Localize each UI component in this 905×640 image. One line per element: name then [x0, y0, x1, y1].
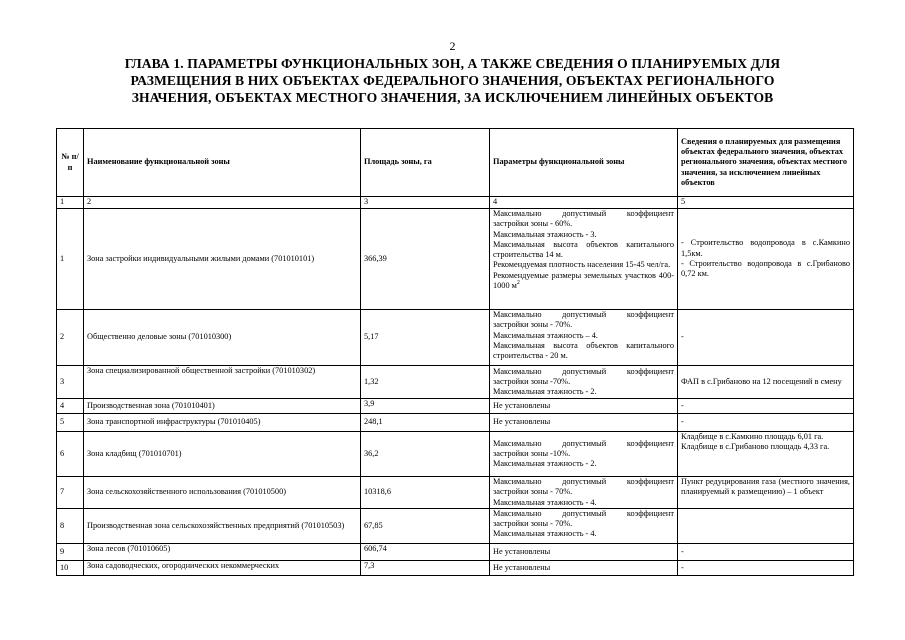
row-number: 1 [57, 209, 84, 310]
planned-objects [678, 543, 854, 560]
planned-object-line: - [681, 417, 684, 427]
row-number: 2 [57, 310, 84, 366]
zone-parameters [490, 399, 678, 414]
zone-parameters [490, 508, 678, 543]
superscript: 2 [516, 280, 520, 287]
parameter-text: Рекомендуемые размеры земельных участков 400-1000 м [493, 270, 674, 291]
parameter-line [493, 367, 674, 388]
column-index-row [57, 197, 854, 209]
table-header-row [57, 129, 854, 197]
table-row [57, 508, 854, 543]
parameter-text: Максимальная этажность - 3. [493, 229, 597, 239]
zone-area: 10318,6 [361, 477, 490, 509]
planned-object-line: - [681, 546, 684, 556]
planned-object-line: ФАП в с.Грибаново на 12 посещений в смену [681, 376, 842, 386]
zone-parameters [490, 432, 678, 477]
planned-objects [678, 399, 854, 414]
parameter-line [493, 260, 674, 270]
row-number: 9 [57, 543, 84, 560]
parameter-line [493, 240, 674, 261]
zone-parameters [490, 560, 678, 575]
zone-area: 36,2 [361, 432, 490, 477]
planned-objects [678, 560, 854, 575]
parameter-line [493, 341, 674, 362]
zone-name: Производственная зона сельскохозяйственных предприятий (701010503) [84, 508, 361, 543]
planned-objects [678, 432, 854, 477]
zone-name: Зона транспортной инфраструктуры (701010405) [84, 414, 361, 432]
header-zone-area: Площадь зоны, га [361, 129, 490, 197]
zone-parameters [490, 209, 678, 310]
parameter-line [493, 509, 674, 530]
parameter-text: Не установлены [493, 417, 551, 427]
row-number: 3 [57, 366, 84, 399]
parameter-text: Максимальная высота объектов капитального строительства - 20 м. [493, 340, 674, 361]
zone-area: 366,39 [361, 209, 490, 310]
planned-object-line: - Строительство водопровода в с.Камкино 1,5км. [681, 238, 850, 258]
zone-name: Зона кладбищ (701010701) [84, 432, 361, 477]
parameter-text: Не установлены [493, 562, 551, 572]
functional-zones-table [56, 128, 854, 576]
table-row [57, 414, 854, 432]
planned-objects [678, 366, 854, 399]
table-row [57, 543, 854, 560]
parameter-text: Максимальная этажность - 2. [493, 387, 597, 397]
heading-line: РАЗМЕЩЕНИЯ В НИХ ОБЪЕКТАХ ФЕДЕРАЛЬНОГО ЗНАЧЕНИЯ, ОБЪЕКТАХ РЕГИОНАЛЬНОГО [130, 73, 775, 88]
zone-name: Зона специализированной общественной застройки (701010302) [84, 366, 361, 399]
zone-area: 7,3 [361, 560, 490, 575]
row-number: 10 [57, 560, 84, 575]
parameter-text: Максимальная этажность - 4. [493, 529, 597, 539]
zone-name: Зона застройки индивидуальными жилыми домами (701010101) [84, 209, 361, 310]
planned-object-line: Пункт редуцирования газа (местного значения, планируемый к размещению) – 1 объект [681, 477, 850, 497]
table-row [57, 310, 854, 366]
row-number: 5 [57, 414, 84, 432]
header-zone-params: Параметры функциональной зоны [490, 129, 678, 197]
parameter-line [493, 387, 674, 397]
row-number: 8 [57, 508, 84, 543]
row-number: 6 [57, 432, 84, 477]
zone-area: 67,85 [361, 508, 490, 543]
row-number: 4 [57, 399, 84, 414]
parameter-text: Максимальная высота объектов капитального строительства 14 м. [493, 239, 674, 260]
planned-object-line: - [681, 332, 684, 342]
parameter-line [493, 230, 674, 240]
parameter-line [493, 477, 674, 498]
chapter-heading [60, 55, 845, 106]
parameter-line [493, 271, 674, 292]
index-cell: 1 [57, 197, 84, 209]
parameter-line [493, 439, 674, 460]
header-planned-objects: Сведения о планируемых для размещения объектах федерального значения, объектах регионального значения, объектах местного значения, за исключением линейных объектов [678, 129, 854, 197]
planned-object-line: - Строительство водопровода в с.Грибаново 0,72 км. [681, 259, 850, 279]
zone-area: 3,9 [361, 399, 490, 414]
parameter-line [493, 209, 674, 230]
zone-area: 248,1 [361, 414, 490, 432]
zone-parameters [490, 477, 678, 509]
parameter-line [493, 401, 674, 411]
parameter-text: Максимально допустимый коэффициент застройки зоны -70%. [493, 366, 674, 386]
planned-objects [678, 310, 854, 366]
index-cell: 3 [361, 197, 490, 209]
row-number: 7 [57, 477, 84, 509]
parameter-text: Не установлены [493, 400, 551, 410]
zone-parameters [490, 310, 678, 366]
header-zone-name: Наименование функциональной зоны [84, 129, 361, 197]
zone-parameters [490, 543, 678, 560]
parameter-line [493, 331, 674, 341]
zone-name: Зона садоводческих, огороднических некоммерческих [84, 560, 361, 575]
table-row [57, 477, 854, 509]
zone-area: 606,74 [361, 543, 490, 560]
zone-area: 1,32 [361, 366, 490, 399]
parameter-text: Максимальная этажность – 4. [493, 330, 599, 340]
parameter-text: Максимально допустимый коэффициент застройки зоны - 70%. [493, 310, 674, 330]
parameter-text: Максимальная этажность - 2. [493, 459, 597, 469]
planned-object-line: Кладбище в с.Грибаново площадь 4,33 га. [681, 442, 830, 452]
table-row [57, 399, 854, 414]
parameter-line [493, 563, 674, 573]
zone-name: Производственная зона (701010401) [84, 399, 361, 414]
parameter-text: Максимально допустимый коэффициент застройки зоны -10%. [493, 438, 674, 458]
zone-parameters [490, 414, 678, 432]
zone-name: Зона сельскохозяйственного использования (701010500) [84, 477, 361, 509]
page-number: 2 [449, 39, 456, 53]
parameter-line [493, 459, 674, 469]
planned-objects [678, 414, 854, 432]
planned-object-line: - [681, 562, 684, 572]
heading-line: ГЛАВА 1. ПАРАМЕТРЫ ФУНКЦИОНАЛЬНЫХ ЗОН, А ТАКЖЕ СВЕДЕНИЯ О ПЛАНИРУЕМЫХ ДЛЯ [124, 56, 781, 71]
planned-objects [678, 209, 854, 310]
zone-area: 5,17 [361, 310, 490, 366]
table-row [57, 432, 854, 477]
parameter-text: Максимальная этажность - 4. [493, 497, 597, 507]
planned-objects [678, 508, 854, 543]
zone-name: Общественно деловые зоны (701010300) [84, 310, 361, 366]
table-row [57, 560, 854, 575]
zone-parameters [490, 366, 678, 399]
parameter-line [493, 498, 674, 508]
table-row [57, 209, 854, 310]
heading-line: ЗНАЧЕНИЯ, ОБЪЕКТАХ МЕСТНОГО ЗНАЧЕНИЯ, ЗА ИСКЛЮЧЕНИЕМ ЛИНЕЙНЫХ ОБЪЕКТОВ [131, 90, 774, 105]
index-cell: 5 [678, 197, 854, 209]
header-num: № п/п [57, 129, 84, 197]
parameter-text: Максимально допустимый коэффициент застройки зоны - 70%. [493, 508, 674, 529]
parameter-line [493, 417, 674, 427]
planned-object-line: Кладбище в с.Камкино площадь 6,01 га. [681, 432, 824, 441]
parameter-text: Максимально допустимый коэффициент застройки зоны - 70%. [493, 477, 674, 497]
parameter-line [493, 529, 674, 539]
parameter-text: Рекомендуемая плотность населения 15-45 чел/га. [493, 260, 671, 270]
parameter-text: Не установлены [493, 546, 551, 556]
table-row [57, 366, 854, 399]
index-cell: 4 [490, 197, 678, 209]
planned-object-line: - [681, 400, 684, 410]
parameter-line [493, 310, 674, 331]
index-cell: 2 [84, 197, 361, 209]
parameter-text: Максимально допустимый коэффициент застройки зоны - 60%. [493, 209, 674, 229]
zone-name: Зона лесов (701010605) [84, 543, 361, 560]
planned-objects [678, 477, 854, 509]
parameter-line [493, 547, 674, 557]
